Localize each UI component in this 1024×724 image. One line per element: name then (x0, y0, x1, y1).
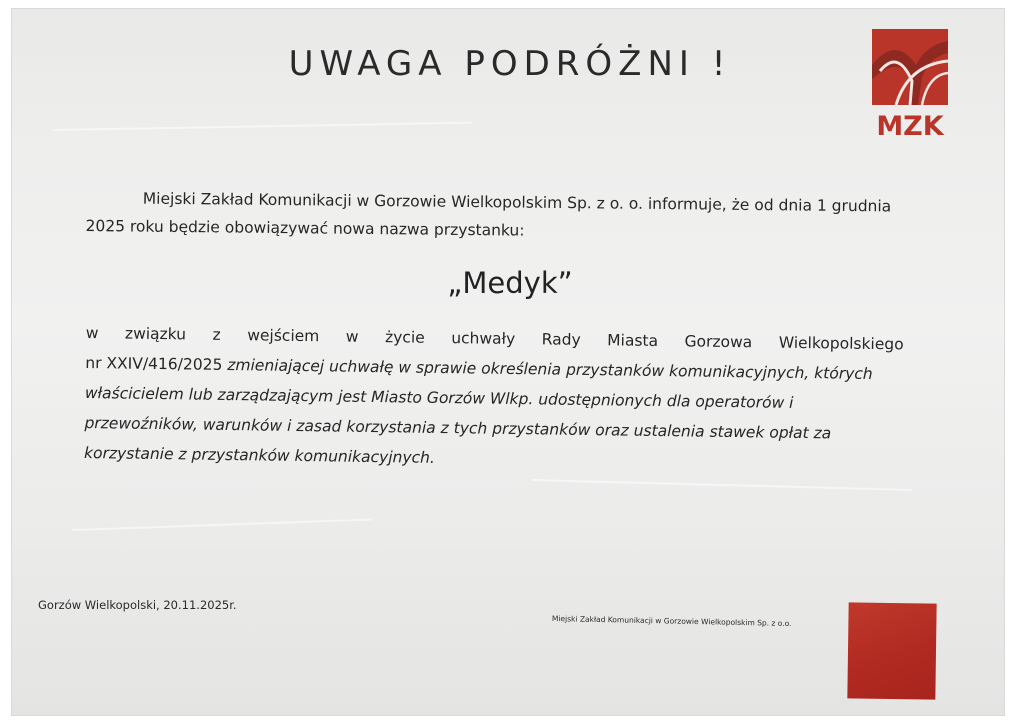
resolution-rest (84, 348, 904, 479)
resolution-word: w (345, 327, 359, 346)
resolution-word: związku (124, 324, 187, 344)
signature-line: Miejski Zakład Komunikacji w Gorzowie Wielkopolskim Sp. z o.o. (551, 614, 792, 629)
resolution-description: zmieniającej uchwałę w sprawie określenia przystanków komunikacyjnych, których właścicielem lub zarządzającym jest Miasto Gorzów Wlkp. udostępnionych dla operatorów i przewoźników, warunków i zasad korzystania z tych przystanków oraz ustalenia stawek opłat za korzystanie z przystanków komunikacyjnych. (83, 355, 873, 467)
intro-paragraph (85, 184, 916, 249)
paper-crease (532, 479, 912, 491)
resolution-word: Gorzowa (684, 332, 753, 352)
paper-crease (72, 519, 372, 531)
date-line: Gorzów Wielkopolski, 20.11.2025r. (38, 598, 237, 612)
resolution-number: nr XXIV/416/2025 (85, 353, 223, 374)
intro-indent (86, 203, 143, 204)
resolution-word: z (212, 325, 221, 344)
resolution-word: życie (384, 328, 425, 347)
red-stamp (847, 602, 936, 699)
mzk-logo (866, 25, 954, 141)
stop-name: „Medyk” (447, 266, 573, 300)
resolution-word: Rady (541, 330, 581, 349)
intro-text: Miejski Zakład Komunikacji w Gorzowie Wielkopolskim Sp. z o. o. informuje, że od dnia 1 grudnia 2025 roku będzie obowiązywać nowa nazwa przystanku: (85, 189, 892, 240)
resolution-word: wejściem (247, 326, 320, 346)
resolution-word: Miasta (607, 331, 659, 350)
resolution-paragraph (84, 318, 904, 479)
resolution-word: Wielkopolskiego (778, 333, 904, 354)
logo-text: MZK (876, 111, 944, 141)
resolution-word: w (85, 323, 99, 343)
notice-title: UWAGA PODRÓŻNI ! (288, 44, 732, 84)
resolution-word: uchwały (451, 329, 516, 348)
paper-crease (52, 122, 472, 131)
